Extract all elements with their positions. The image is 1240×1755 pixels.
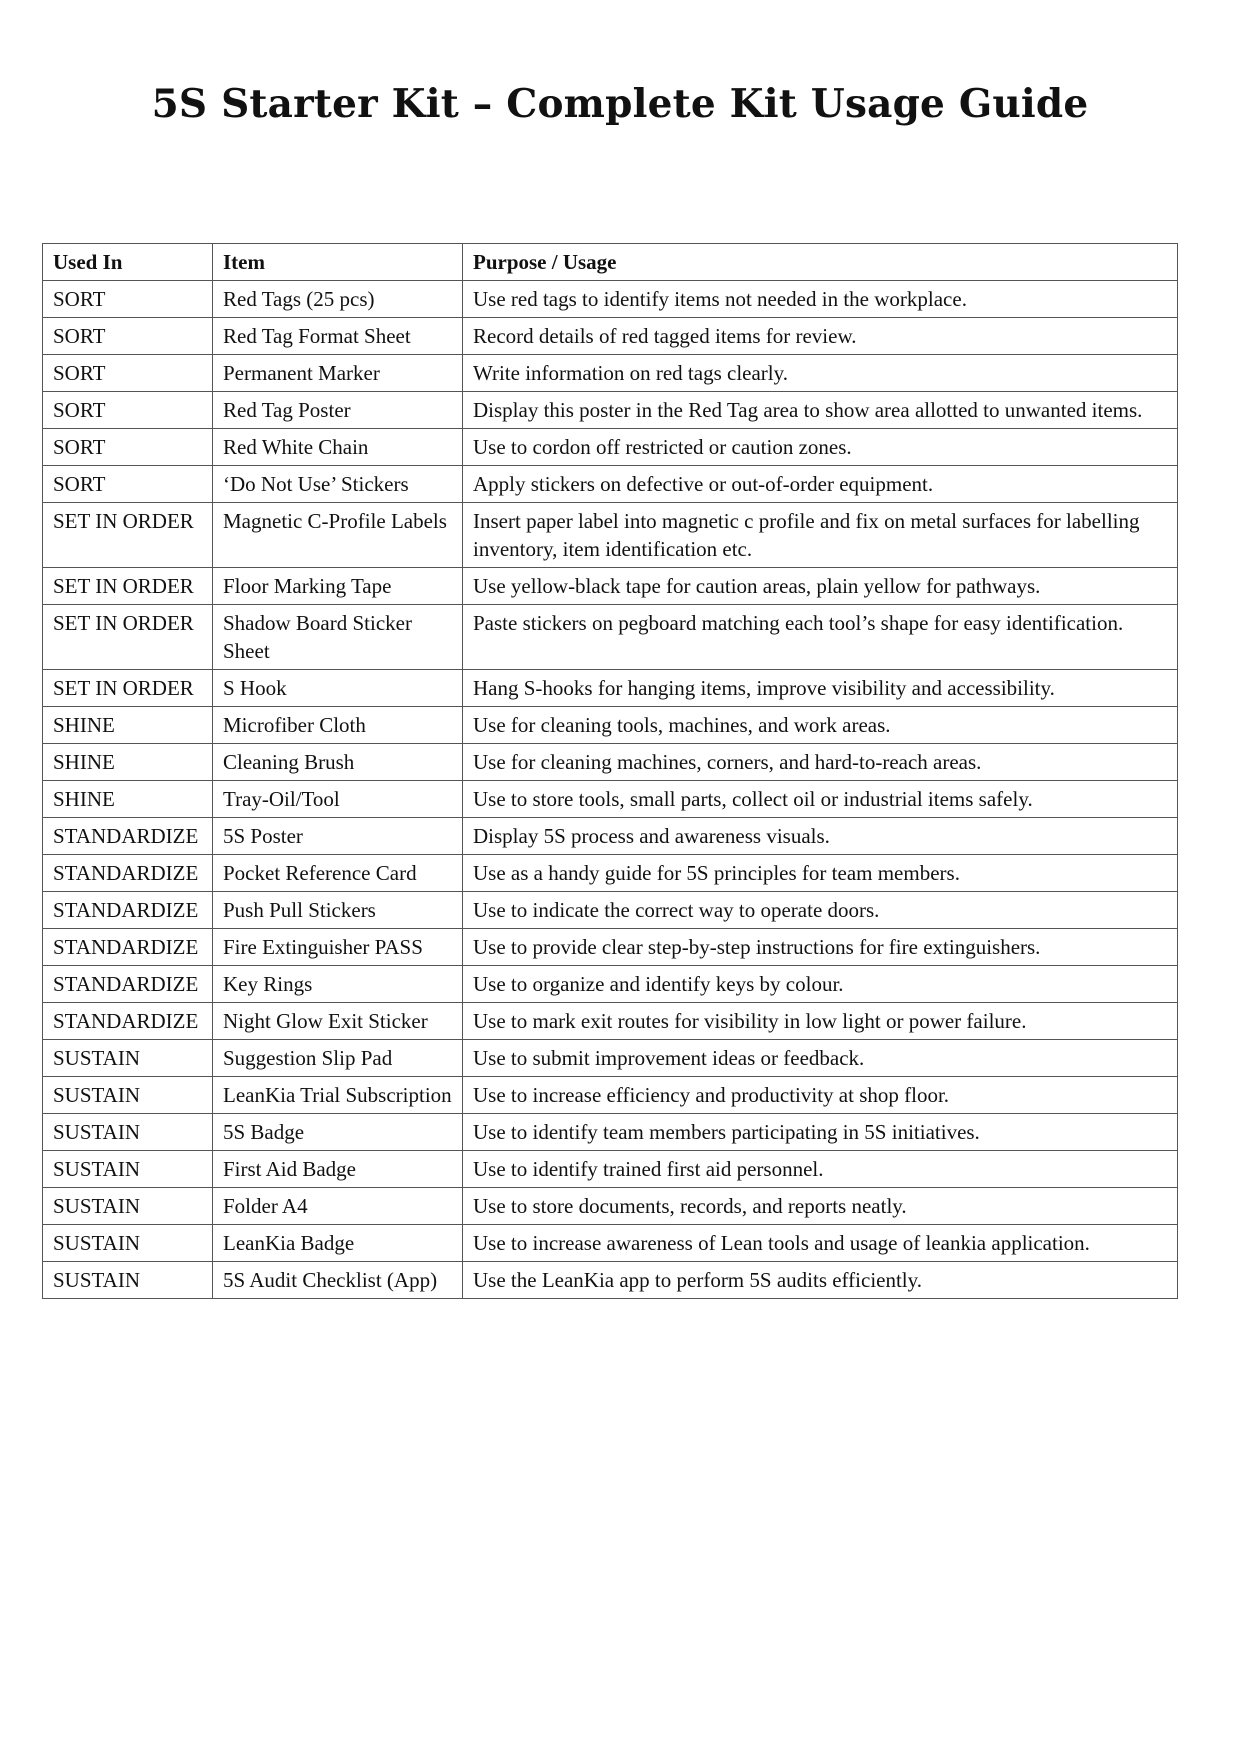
cell-used-in: SET IN ORDER xyxy=(43,568,213,605)
cell-used-in: SORT xyxy=(43,429,213,466)
cell-purpose: Use for cleaning machines, corners, and hard-to-reach areas. xyxy=(463,744,1178,781)
cell-used-in: SUSTAIN xyxy=(43,1040,213,1077)
cell-used-in: STANDARDIZE xyxy=(43,855,213,892)
cell-item: Cleaning Brush xyxy=(213,744,463,781)
header-item: Item xyxy=(213,244,463,281)
cell-purpose: Use the LeanKia app to perform 5S audits efficiently. xyxy=(463,1262,1178,1299)
table-row xyxy=(43,1003,1178,1040)
table-row xyxy=(43,568,1178,605)
table-row xyxy=(43,429,1178,466)
table-row xyxy=(43,892,1178,929)
cell-item: Red Tag Format Sheet xyxy=(213,318,463,355)
cell-used-in: STANDARDIZE xyxy=(43,892,213,929)
table-row xyxy=(43,744,1178,781)
table-row xyxy=(43,1188,1178,1225)
cell-purpose: Hang S-hooks for hanging items, improve visibility and accessibility. xyxy=(463,670,1178,707)
cell-item: Shadow Board Sticker Sheet xyxy=(213,605,463,670)
table-row xyxy=(43,503,1178,568)
table-row xyxy=(43,466,1178,503)
table-row xyxy=(43,966,1178,1003)
table-row xyxy=(43,1077,1178,1114)
table-row xyxy=(43,1225,1178,1262)
cell-used-in: SHINE xyxy=(43,781,213,818)
header-row xyxy=(43,244,1178,281)
cell-purpose: Use to identify team members participating in 5S initiatives. xyxy=(463,1114,1178,1151)
cell-used-in: SORT xyxy=(43,392,213,429)
cell-purpose: Use to mark exit routes for visibility in low light or power failure. xyxy=(463,1003,1178,1040)
table-body xyxy=(43,281,1178,1299)
cell-used-in: STANDARDIZE xyxy=(43,818,213,855)
cell-used-in: SORT xyxy=(43,466,213,503)
cell-purpose: Use to organize and identify keys by colour. xyxy=(463,966,1178,1003)
cell-item: Night Glow Exit Sticker xyxy=(213,1003,463,1040)
cell-purpose: Use yellow-black tape for caution areas, plain yellow for pathways. xyxy=(463,568,1178,605)
cell-item: Folder A4 xyxy=(213,1188,463,1225)
cell-item: Permanent Marker xyxy=(213,355,463,392)
cell-item: Fire Extinguisher PASS xyxy=(213,929,463,966)
header-used-in: Used In xyxy=(43,244,213,281)
cell-used-in: STANDARDIZE xyxy=(43,966,213,1003)
cell-used-in: SUSTAIN xyxy=(43,1114,213,1151)
table-row xyxy=(43,855,1178,892)
cell-item: Microfiber Cloth xyxy=(213,707,463,744)
cell-purpose: Write information on red tags clearly. xyxy=(463,355,1178,392)
cell-used-in: SET IN ORDER xyxy=(43,503,213,568)
cell-used-in: SUSTAIN xyxy=(43,1077,213,1114)
cell-item: Suggestion Slip Pad xyxy=(213,1040,463,1077)
cell-item: Tray-Oil/Tool xyxy=(213,781,463,818)
cell-used-in: SHINE xyxy=(43,707,213,744)
cell-purpose: Use red tags to identify items not needed in the workplace. xyxy=(463,281,1178,318)
cell-used-in: SORT xyxy=(43,318,213,355)
cell-purpose: Use as a handy guide for 5S principles for team members. xyxy=(463,855,1178,892)
table-row xyxy=(43,707,1178,744)
cell-purpose: Paste stickers on pegboard matching each tool’s shape for easy identification. xyxy=(463,605,1178,670)
cell-used-in: STANDARDIZE xyxy=(43,929,213,966)
cell-purpose: Display this poster in the Red Tag area to show area allotted to unwanted items. xyxy=(463,392,1178,429)
cell-used-in: STANDARDIZE xyxy=(43,1003,213,1040)
cell-item: Magnetic C-Profile Labels xyxy=(213,503,463,568)
cell-purpose: Use to cordon off restricted or caution zones. xyxy=(463,429,1178,466)
kit-usage-table xyxy=(42,243,1178,1299)
cell-purpose: Use to indicate the correct way to operate doors. xyxy=(463,892,1178,929)
cell-used-in: SHINE xyxy=(43,744,213,781)
cell-used-in: SORT xyxy=(43,281,213,318)
table-row xyxy=(43,318,1178,355)
table-row xyxy=(43,670,1178,707)
cell-item: 5S Badge xyxy=(213,1114,463,1151)
cell-purpose: Use to increase efficiency and productivity at shop floor. xyxy=(463,1077,1178,1114)
table-row xyxy=(43,929,1178,966)
cell-item: S Hook xyxy=(213,670,463,707)
table-row xyxy=(43,1040,1178,1077)
cell-purpose: Use to submit improvement ideas or feedback. xyxy=(463,1040,1178,1077)
cell-item: LeanKia Badge xyxy=(213,1225,463,1262)
table-row xyxy=(43,781,1178,818)
cell-item: Key Rings xyxy=(213,966,463,1003)
cell-item: First Aid Badge xyxy=(213,1151,463,1188)
cell-purpose: Apply stickers on defective or out-of-order equipment. xyxy=(463,466,1178,503)
table-row xyxy=(43,605,1178,670)
cell-item: 5S Poster xyxy=(213,818,463,855)
cell-item: LeanKia Trial Subscription xyxy=(213,1077,463,1114)
table-row xyxy=(43,392,1178,429)
cell-used-in: SORT xyxy=(43,355,213,392)
cell-item: Pocket Reference Card xyxy=(213,855,463,892)
cell-item: Red White Chain xyxy=(213,429,463,466)
cell-purpose: Display 5S process and awareness visuals. xyxy=(463,818,1178,855)
table-row xyxy=(43,281,1178,318)
cell-used-in: SUSTAIN xyxy=(43,1151,213,1188)
cell-purpose: Insert paper label into magnetic c profile and fix on metal surfaces for labelling inventory, item identification etc. xyxy=(463,503,1178,568)
cell-item: Push Pull Stickers xyxy=(213,892,463,929)
cell-used-in: SUSTAIN xyxy=(43,1225,213,1262)
cell-purpose: Use to identify trained first aid personnel. xyxy=(463,1151,1178,1188)
cell-purpose: Use to provide clear step-by-step instructions for fire extinguishers. xyxy=(463,929,1178,966)
table-row xyxy=(43,1114,1178,1151)
cell-item: 5S Audit Checklist (App) xyxy=(213,1262,463,1299)
cell-item: Red Tags (25 pcs) xyxy=(213,281,463,318)
cell-item: ‘Do Not Use’ Stickers xyxy=(213,466,463,503)
cell-item: Red Tag Poster xyxy=(213,392,463,429)
cell-purpose: Use to store tools, small parts, collect oil or industrial items safely. xyxy=(463,781,1178,818)
page-title: 5S Starter Kit – Complete Kit Usage Guide xyxy=(151,81,1089,127)
table-row xyxy=(43,818,1178,855)
cell-used-in: SET IN ORDER xyxy=(43,670,213,707)
header-purpose: Purpose / Usage xyxy=(463,244,1178,281)
cell-item: Floor Marking Tape xyxy=(213,568,463,605)
table-row xyxy=(43,355,1178,392)
table-header xyxy=(43,244,1178,281)
cell-used-in: SUSTAIN xyxy=(43,1262,213,1299)
cell-used-in: SET IN ORDER xyxy=(43,605,213,670)
table-row xyxy=(43,1151,1178,1188)
cell-purpose: Use to store documents, records, and reports neatly. xyxy=(463,1188,1178,1225)
cell-purpose: Use for cleaning tools, machines, and work areas. xyxy=(463,707,1178,744)
cell-purpose: Use to increase awareness of Lean tools and usage of leankia application. xyxy=(463,1225,1178,1262)
cell-used-in: SUSTAIN xyxy=(43,1188,213,1225)
table-row xyxy=(43,1262,1178,1299)
cell-purpose: Record details of red tagged items for review. xyxy=(463,318,1178,355)
